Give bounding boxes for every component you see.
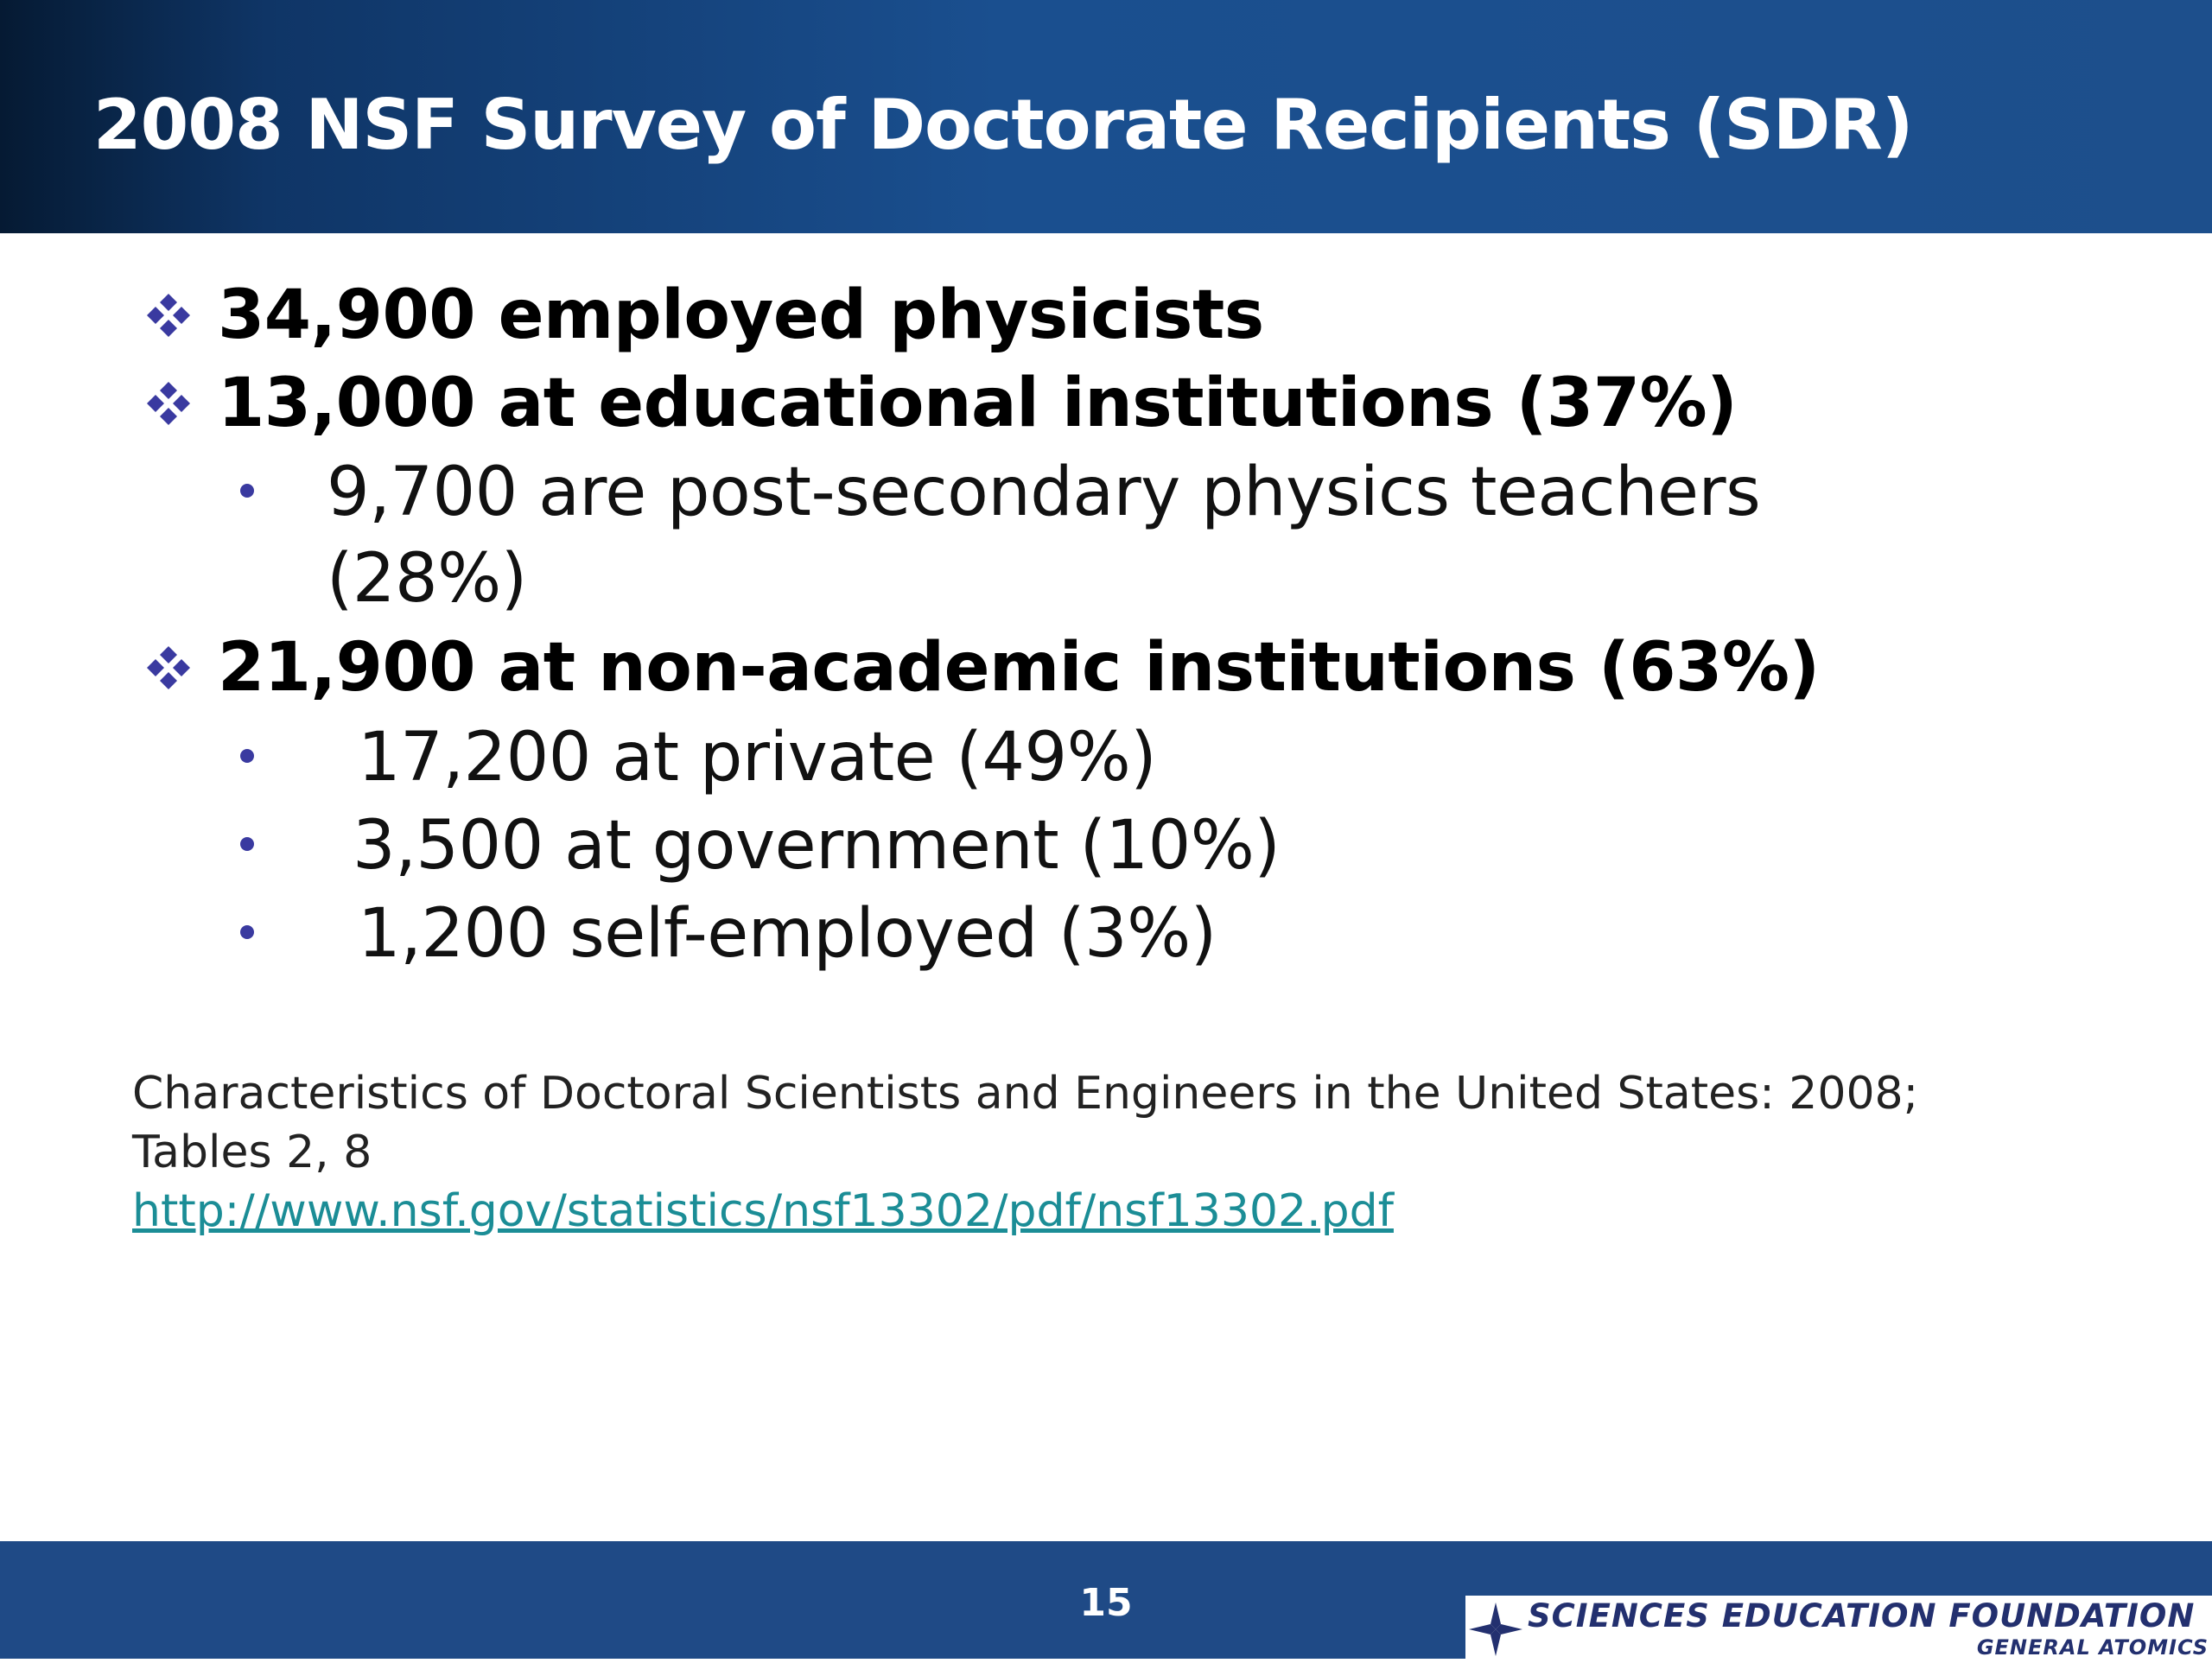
slide-title: 2008 NSF Survey of Doctorate Recipients (SDR) — [93, 85, 1913, 165]
star-logo-icon — [1465, 1599, 1526, 1660]
bullet-text: 13,000 at educational institutions (37%) — [218, 365, 1738, 442]
citation-text: Characteristics of Doctoral Scientists and Engineers in the United States: 2008; Tables 2, 8 — [132, 1068, 1919, 1178]
bullet-dot-icon — [240, 484, 254, 498]
title-bar — [0, 0, 2212, 233]
bullet-text: 21,900 at non-academic institutions (63%) — [218, 629, 1820, 707]
bullet-educational-institutions — [138, 360, 1737, 447]
bullet-dot-icon — [240, 749, 254, 763]
sub-bullet-text: 1,200 self-employed (3%) — [358, 895, 1217, 973]
sub-bullet-text: 9,700 are post-secondary physics teachers — [327, 454, 1761, 531]
page-number: 15 — [1079, 1581, 1133, 1625]
sciences-education-foundation-logo — [1465, 1596, 2212, 1659]
bullet-dot-icon — [240, 837, 254, 851]
diamond-bullet-icon — [138, 285, 199, 346]
logo-text-secondary: GENERAL ATOMICS — [1976, 1635, 2209, 1660]
source-link[interactable]: http://www.nsf.gov/statistics/nsf13302/pdf/nsf13302.pdf — [132, 1185, 1394, 1237]
diamond-bullet-icon — [138, 373, 199, 434]
bullet-employed-physicists — [138, 272, 1264, 359]
sub-bullet-text-continued: (28%) — [327, 540, 527, 618]
sub-bullet-text: 3,500 at government (10%) — [353, 807, 1281, 885]
diamond-bullet-icon — [138, 638, 199, 698]
bullet-text: 34,900 employed physicists — [218, 276, 1264, 354]
bullet-non-academic-institutions — [138, 625, 1820, 711]
sub-bullet-text: 17,200 at private (49%) — [358, 719, 1157, 797]
logo-text-primary: SCIENCES EDUCATION FOUNDATION — [1528, 1597, 2196, 1634]
source-citation — [132, 1064, 2068, 1241]
bullet-dot-icon — [240, 925, 254, 939]
